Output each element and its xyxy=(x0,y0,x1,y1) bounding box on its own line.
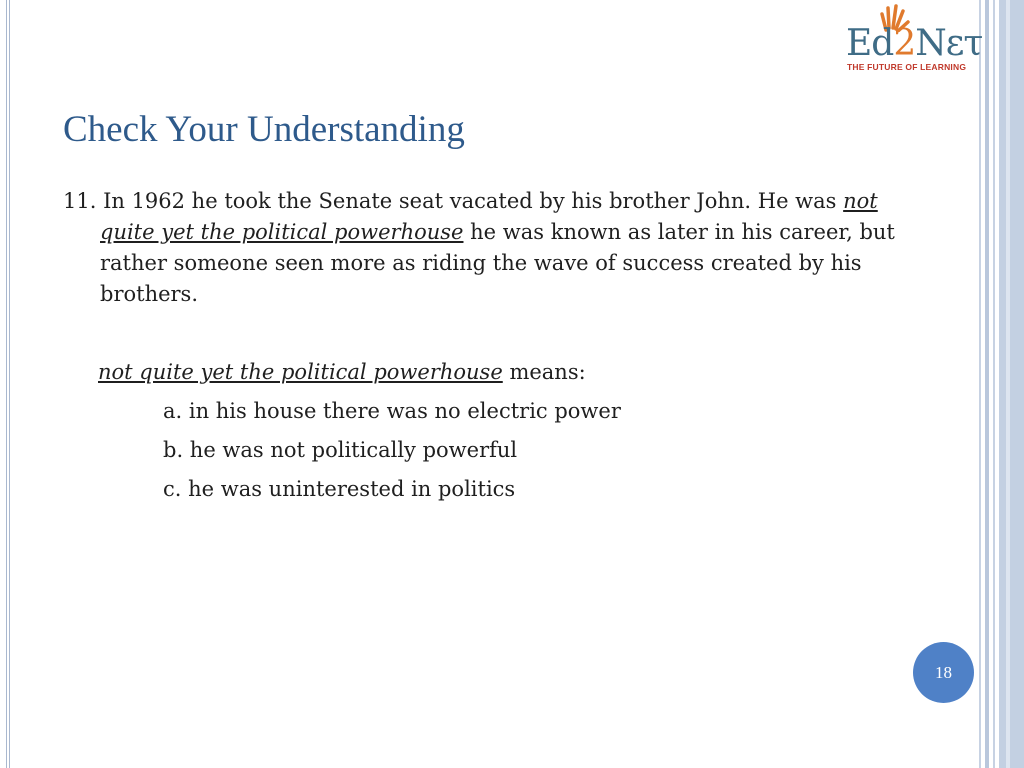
page-number-badge: 18 xyxy=(913,642,974,703)
slide-title: Check Your Understanding xyxy=(63,109,465,150)
question-phrase: not quite yet the political powerhouse xyxy=(100,189,878,244)
left-border-line xyxy=(6,0,7,768)
right-border-stripe xyxy=(993,0,995,768)
option-b[interactable]: b. he was not politically powerful xyxy=(163,438,518,462)
question-text xyxy=(63,186,920,310)
option-a[interactable]: a. in his house there was no electric power xyxy=(163,399,621,423)
right-border-stripe xyxy=(1006,0,1010,768)
prompt-phrase: not quite yet the political powerhouse xyxy=(98,360,503,384)
right-border-stripe xyxy=(985,0,989,768)
logo-tagline: THE FUTURE OF LEARNING xyxy=(847,62,967,72)
ed2net-logo xyxy=(846,6,983,74)
right-border-stripe xyxy=(979,0,981,768)
left-border-line xyxy=(9,0,10,768)
option-c[interactable]: c. he was uninterested in politics xyxy=(163,477,516,501)
prompt-text xyxy=(98,357,586,388)
logo-wordmark-net: Νετ xyxy=(915,23,983,64)
question-prefix: 11. In 1962 he took the Senate seat vacated by his brother John. He was xyxy=(63,189,844,213)
right-border-stripe xyxy=(999,0,1024,768)
logo-wordmark xyxy=(846,24,982,64)
question-suffix: he was known as later in his career, but rather someone seen more as riding the wave of success created by his brothers. xyxy=(100,220,895,306)
logo-wordmark-two: 2 xyxy=(893,23,916,64)
prompt-suffix: means: xyxy=(502,360,586,384)
logo-wordmark-ed: Ed xyxy=(846,23,894,64)
